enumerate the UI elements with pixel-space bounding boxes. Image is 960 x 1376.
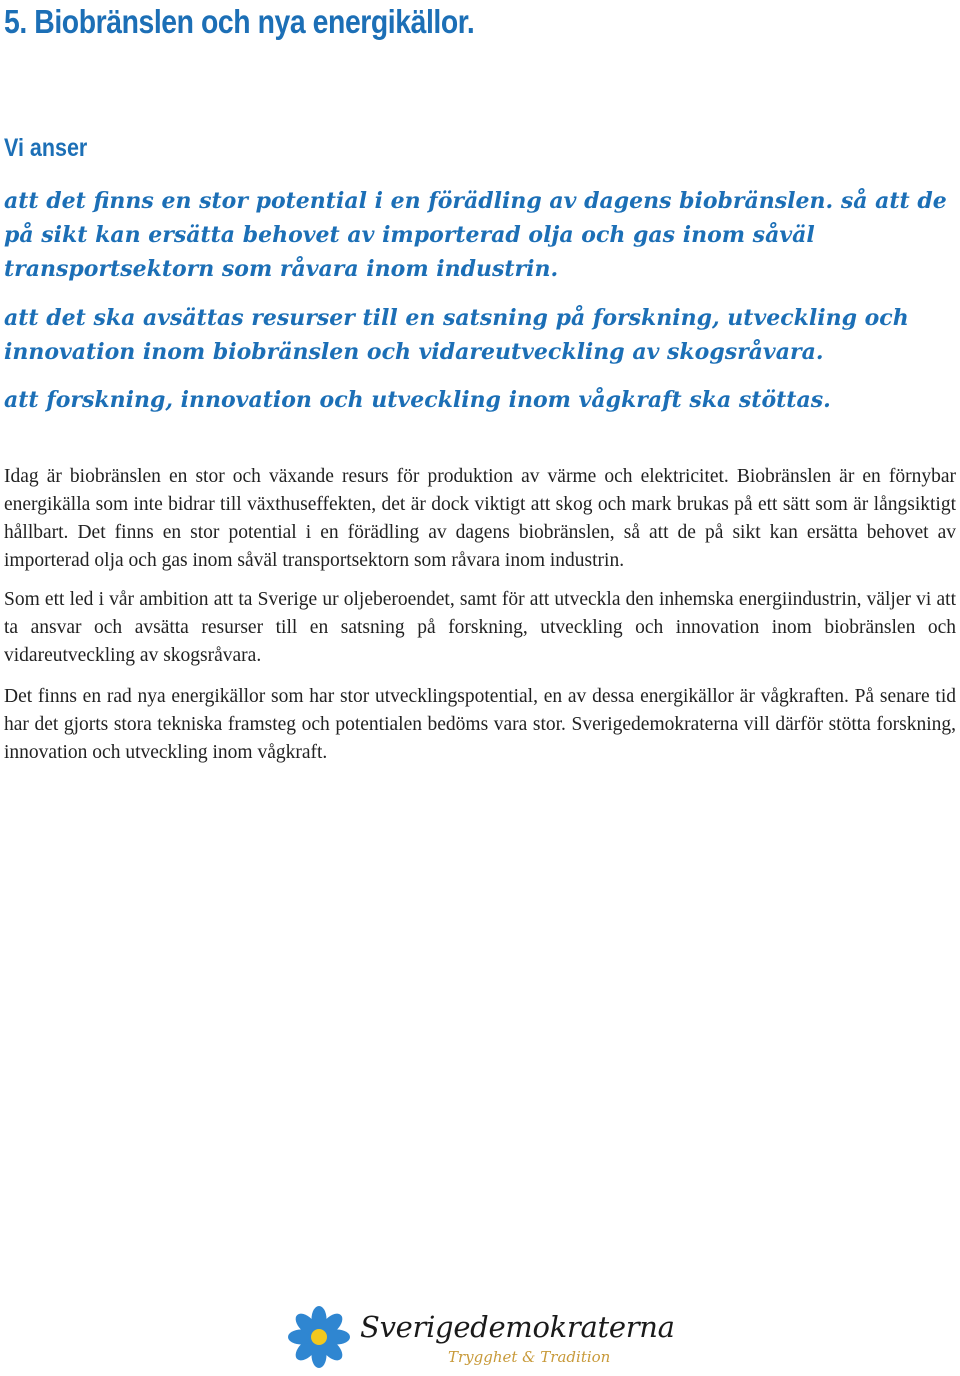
body-paragraph: Idag är biobränslen en stor och växande resurs för produktion av värme och elektricitet. Biobränslen är en förnybar energikälla som inte bidrar till växthuseffekten, det är dock viktigt att skog och mark brukas på ett sätt som är långsiktigt hållbart. Det finns en stor potential i en förädling av dagens biobränslen, så att de på sikt kan ersätta behovet av importerad olja och gas inom såväl transportsektorn som råvara inom industrin. bbox=[4, 466, 956, 571]
section-subhead: Vi anser bbox=[4, 134, 88, 162]
logo-tagline: Trygghet & Tradition bbox=[448, 1348, 611, 1366]
page-title: 5. Biobränslen och nya energikällor. bbox=[4, 3, 475, 40]
logo-wordmark: Sverigedemokraterna bbox=[360, 1310, 675, 1344]
blue-flower-icon bbox=[286, 1304, 352, 1370]
party-logo bbox=[286, 1300, 686, 1372]
body-paragraph: Som ett led i vår ambition att ta Sverige ur oljeberoendet, samt för att utveckla den inhemska energiindustrin, väljer vi att ta ansvar och avsätta resurser till en satsning på forskning, utveckling och innovation inom biobränslen och vidareutveckling av skogsråvara. bbox=[4, 589, 956, 666]
body-paragraph: Det finns en rad nya energikällor som har stor utvecklingspotential, en av dessa energikällor är vågkraften. På senare tid har det gjorts stora tekniska framsteg och potentialen bedöms vara stor. Sverigedemokraterna vill därför stötta forskning, innovation och utveckling inom vågkraft. bbox=[4, 686, 956, 763]
position-statement: att det finns en stor potential i en förädling av dagens biobränslen. så att de på sikt kan ersätta behovet av importerad olja och gas inom såväl transportsektorn som råvara inom industrin. bbox=[4, 188, 947, 282]
position-statement: att det ska avsättas resurser till en satsning på forskning, utveckling och innovation inom biobränslen och vidareutveckling av skogsråvara. bbox=[4, 305, 909, 365]
position-statement: att forskning, innovation och utveckling inom vågkraft ska stöttas. bbox=[4, 387, 831, 413]
